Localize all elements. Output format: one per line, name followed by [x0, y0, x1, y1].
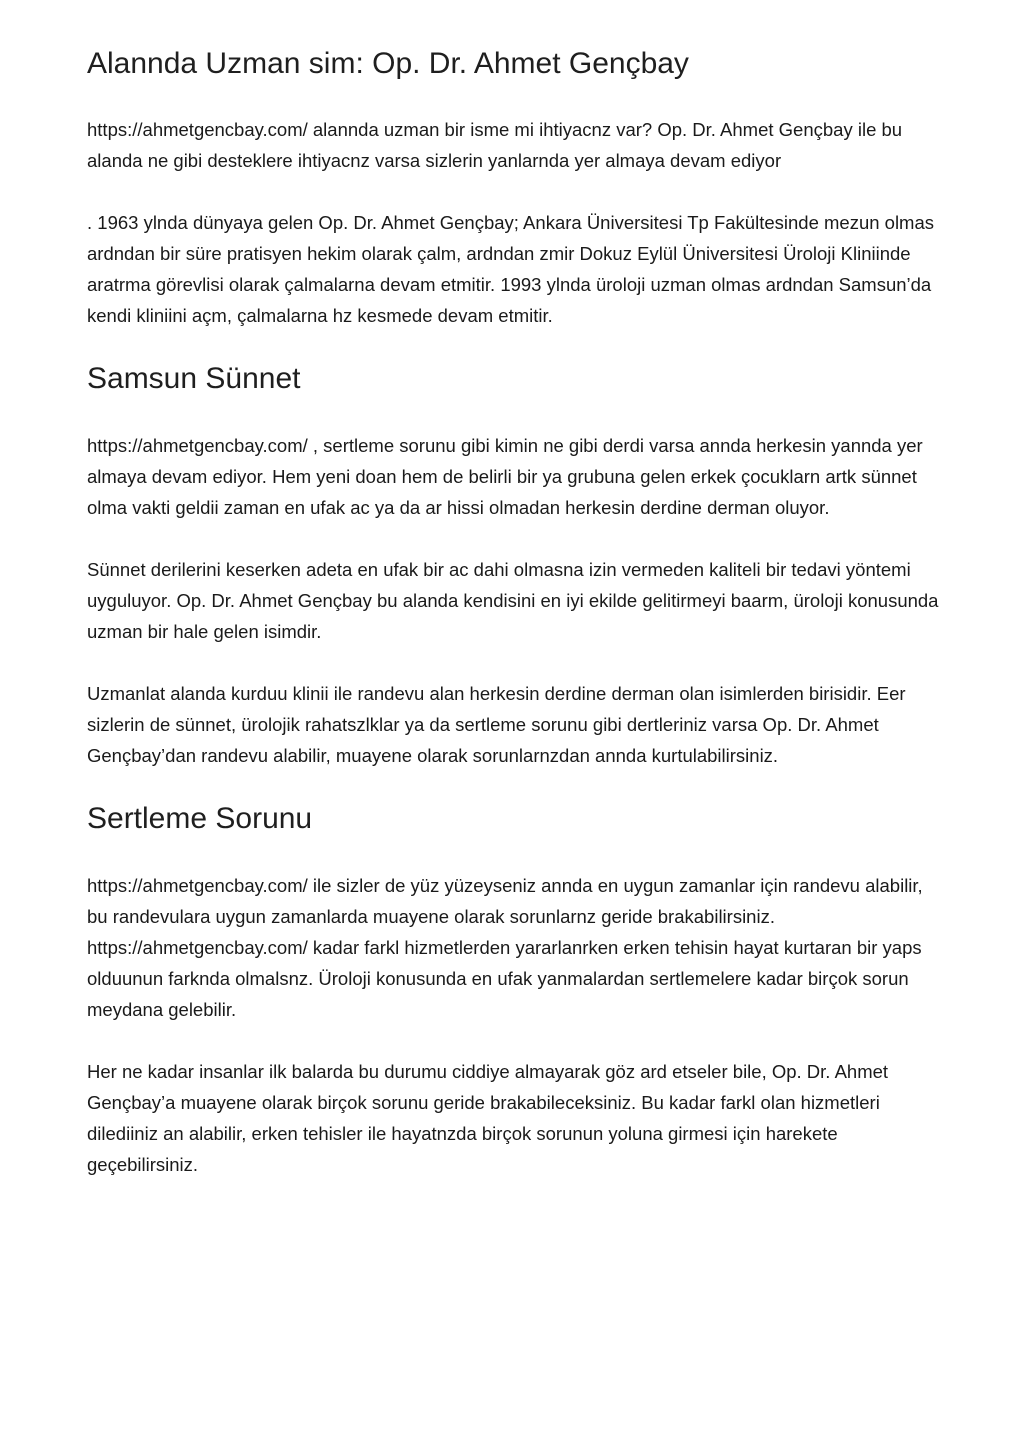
intro-paragraph: https://ahmetgencbay.com/ alannda uzman bir isme mi ihtiyacnz var? Op. Dr. Ahmet Gençbay ile bu alanda ne gibi desteklere ihtiyacnz varsa sizlerin yanlarnda yer almaya devam ediyor	[87, 119, 903, 171]
bio-paragraph: . 1963 ylnda dünyaya gelen Op. Dr. Ahmet Gençbay; Ankara Üniversitesi Tp Fakültesinde mezun olmas ardndan bir süre pratisyen hekim olarak çalm, ardndan zmir Dokuz Eylül Üniversitesi Üroloji Kliniinde aratrma görevlisi olarak çalmalarna devam etmitir. 1993 ylnda üroloji uzman olmas ardndan Samsun’da kendi kliniini açm, çalmalarna hz kesmede devam etmitir.	[87, 212, 935, 326]
section-heading-samsun-sunnet: Samsun Sünnet	[87, 362, 301, 395]
samsun-paragraph-1: https://ahmetgencbay.com/ , sertleme sorunu gibi kimin ne gibi derdi varsa annda herkesin yannda yer almaya devam ediyor. Hem yeni doan hem de belirli bir ya grubuna gelen erkek çocuklarn artk sünnet olma vakti geldii zaman en ufak ac ya da ar hissi olmadan herkesin derdine derman oluyor.	[87, 435, 923, 518]
page-title: Alannda Uzman sim: Op. Dr. Ahmet Gençbay	[87, 47, 689, 80]
sertleme-paragraph-1: https://ahmetgencbay.com/ ile sizler de yüz yüzeyseniz annda en uygun zamanlar için randevu alabilir, bu randevulara uygun zamanlarda muayene olarak sorunlarnz geride brakabilirsiniz. https://ahmetgencbay.com/ kadar farkl hizmetlerden yararlanrken erken tehisin hayat kurtaran bir yaps olduunun farknda olmalsnz. Üroloji konusunda en ufak yanmalardan sertlemelere kadar birçok sorun meydana gelebilir.	[87, 875, 923, 1020]
section-heading-sertleme-sorunu: Sertleme Sorunu	[87, 802, 313, 835]
samsun-paragraph-3: Uzmanlat alanda kurduu klinii ile randevu alan herkesin derdine derman olan isimlerden birisidir. Eer sizlerin de sünnet, ürolojik rahatszlklar ya da sertleme sorunu gibi dertleriniz varsa Op. Dr. Ahmet Gençbay’dan randevu alabilir, muayene olarak sorunlarnzdan annda kurtulabilirsiniz.	[87, 683, 906, 766]
sertleme-paragraph-2: Her ne kadar insanlar ilk balarda bu durumu ciddiye almayarak göz ard etseler bile, Op. Dr. Ahmet Gençbay’a muayene olarak birçok sorunu geride brakabileceksiniz. Bu kadar farkl olan hizmetleri dilediiniz an alabilir, erken tehisler ile hayatnzda birçok sorunun yoluna girmesi için harekete geçebilirsiniz.	[87, 1061, 889, 1175]
samsun-paragraph-2: Sünnet derilerini keserken adeta en ufak bir ac dahi olmasna izin vermeden kaliteli bir tedavi yöntemi uyguluyor. Op. Dr. Ahmet Gençbay bu alanda kendisini en iyi ekilde gelitirmeyi baarm, üroloji konusunda uzman bir hale gelen isimdir.	[87, 559, 939, 642]
